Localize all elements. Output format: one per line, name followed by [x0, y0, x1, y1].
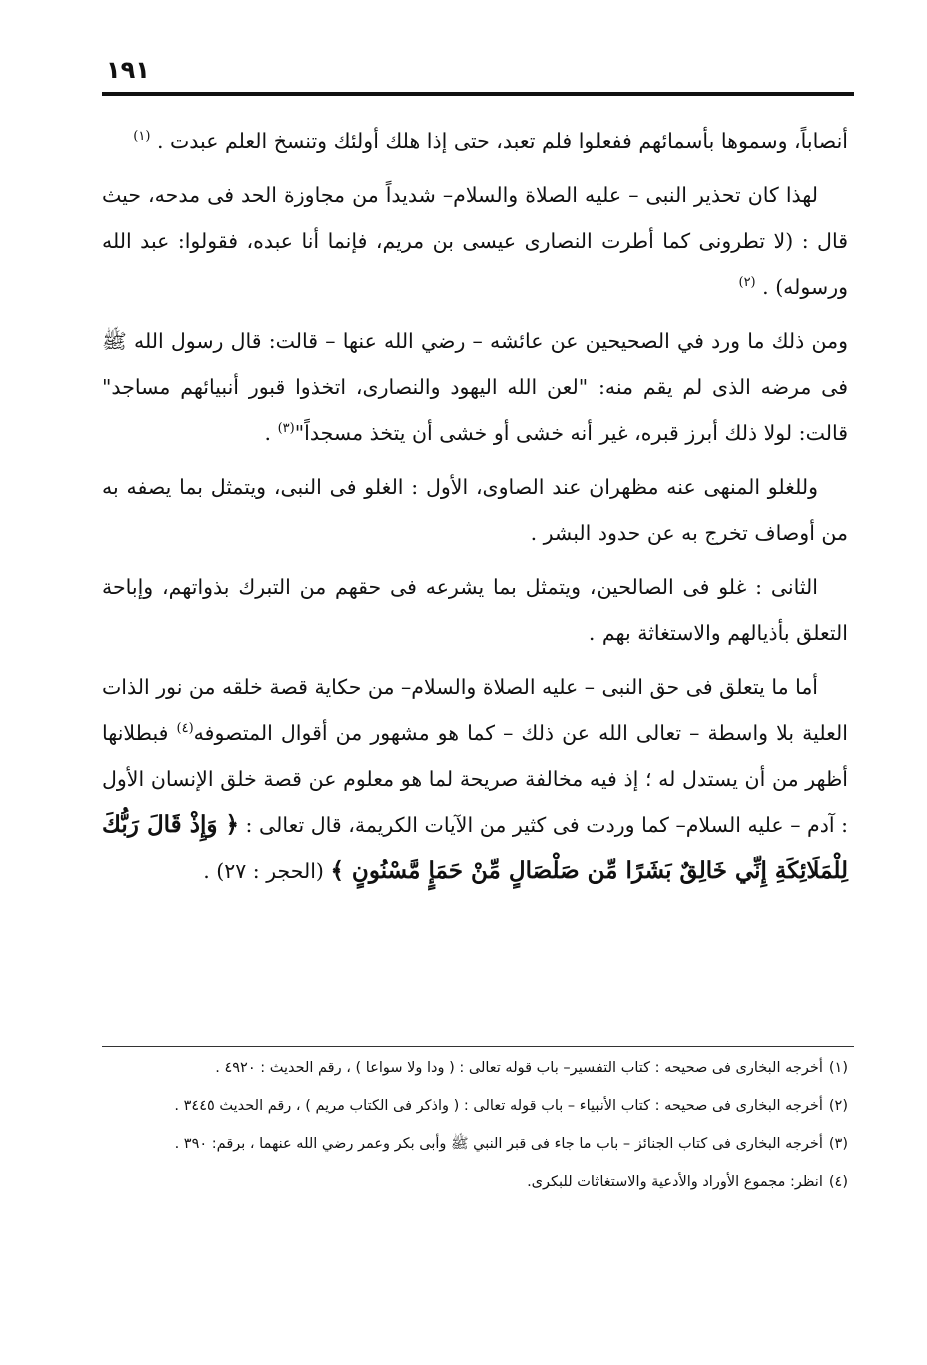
footnote-number: (٤): [828, 1174, 848, 1190]
footnote-3: [102, 1128, 848, 1160]
paragraph-5: [102, 564, 848, 656]
footnote-ref-2: (٢): [738, 275, 756, 291]
verse-citation: (الحجر : ٢٧) .: [203, 859, 324, 883]
quran-verse: ﴿ وَإِذْ قَالَ رَبُّكَ لِلْمَلَائِكَةِ إِنِّي خَالِقٌ بَشَرًا مِّن صَلْصَالٍ مِّنْ حَمَإٍ مَّسْنُونٍ ﴾: [102, 811, 848, 884]
paragraph-4-text: وللغلو المنهى عنه مظهران عند الصاوى، الأول : الغلو فى النبى، ويتمثل بما يصفه به من أوصاف تخرج به عن حدود البشر .: [102, 475, 848, 545]
paragraph-2: [102, 172, 848, 310]
paragraph-1-text: أنصاباً، وسموها بأسمائهم ففعلوا فلم تعبد، حتى إذا هلك أولئك وتنسخ العلم عبدت .: [156, 129, 848, 153]
footnote-ref-3: (٣): [277, 421, 295, 437]
header-rule: [102, 92, 854, 96]
paragraph-1: [102, 118, 848, 164]
main-text: [102, 118, 848, 902]
footnote-rule: [102, 1046, 854, 1047]
paragraph-3: [102, 318, 848, 456]
paragraph-6: [102, 664, 848, 894]
footnotes: [102, 1052, 848, 1204]
paragraph-2-text: لهذا كان تحذير النبى – عليه الصلاة والسلام– شديداً من مجاوزة الحد فى مدحه، حيث قال : (لا تطرونى كما أطرت النصارى عيسى بن مريم، فإنما أنا عبده، فقولوا: عبد الله ورسوله) .: [102, 183, 848, 299]
footnote-text: أخرجه البخارى فى كتاب الجنائز – باب ما جاء فى قبر النبي ﷺ وأبى بكر وعمر رضي الله عنهما ، برقم: ٣٩٠ .: [174, 1136, 823, 1152]
footnote-text: أخرجه البخارى فى صحيحه : كتاب التفسير– باب قوله تعالى : ( ودا ولا سواعا ) ، رقم الحديث : ٤٩٢٠ .: [215, 1060, 823, 1076]
paragraph-3-text: ومن ذلك ما ورد في الصحيحين عن عائشه – رضي الله عنها – قالت: قال رسول الله ﷺ فى مرضه الذى لم يقم منه: "لعن الله اليهود والنصارى، اتخذوا قبور أنبيائهم مساجد" قالت: لولا ذلك أبرز قبره، غير أنه خشى أو خشى أن يتخذ مسجداً": [102, 329, 848, 445]
footnote-text: انظر: مجموع الأوراد والأدعية والاستغاثات للبكرى.: [527, 1174, 823, 1190]
footnote-number: (٢): [828, 1098, 848, 1114]
paragraph-3-end: .: [264, 421, 272, 445]
footnote-2: [102, 1090, 848, 1122]
footnote-ref-1: (١): [133, 129, 151, 145]
footnote-ref-4: (٤): [176, 721, 194, 737]
footnote-text: أخرجه البخارى فى صحيحه : كتاب الأنبياء – باب قوله تعالى : ( واذكر فى الكتاب مريم ) ، رقم الحديث ٣٤٤٥ .: [174, 1098, 823, 1114]
paragraph-6-text-b: فبطلانها أظهر من أن يستدل له ؛ إذ فيه مخالفة صريحة لما هو معلوم عن قصة خلق الإنسان الأول : آدم – عليه السلام– كما وردت فى كثير من الآيات الكريمة، قال تعالى :: [102, 721, 848, 837]
footnote-number: (١): [828, 1060, 848, 1076]
paragraph-5-text: الثانى : غلو فى الصالحين، ويتمثل بما يشرعه فى حقهم من التبرك بذواتهم، وإباحة التعلق بأذيالهم والاستغاثة بهم .: [102, 575, 848, 645]
paragraph-4: [102, 464, 848, 556]
footnote-1: [102, 1052, 848, 1084]
footnote-number: (٣): [828, 1136, 848, 1152]
page-number: ١٩١: [106, 56, 150, 84]
footnote-4: [102, 1166, 848, 1198]
paragraph-6-text-a: أما ما يتعلق فى حق النبى – عليه الصلاة والسلام– من حكاية قصة خلقه من نور الذات العلية بلا واسطة – تعالى الله عن ذلك – كما هو مشهور من أقوال المتصوفه: [102, 675, 848, 745]
